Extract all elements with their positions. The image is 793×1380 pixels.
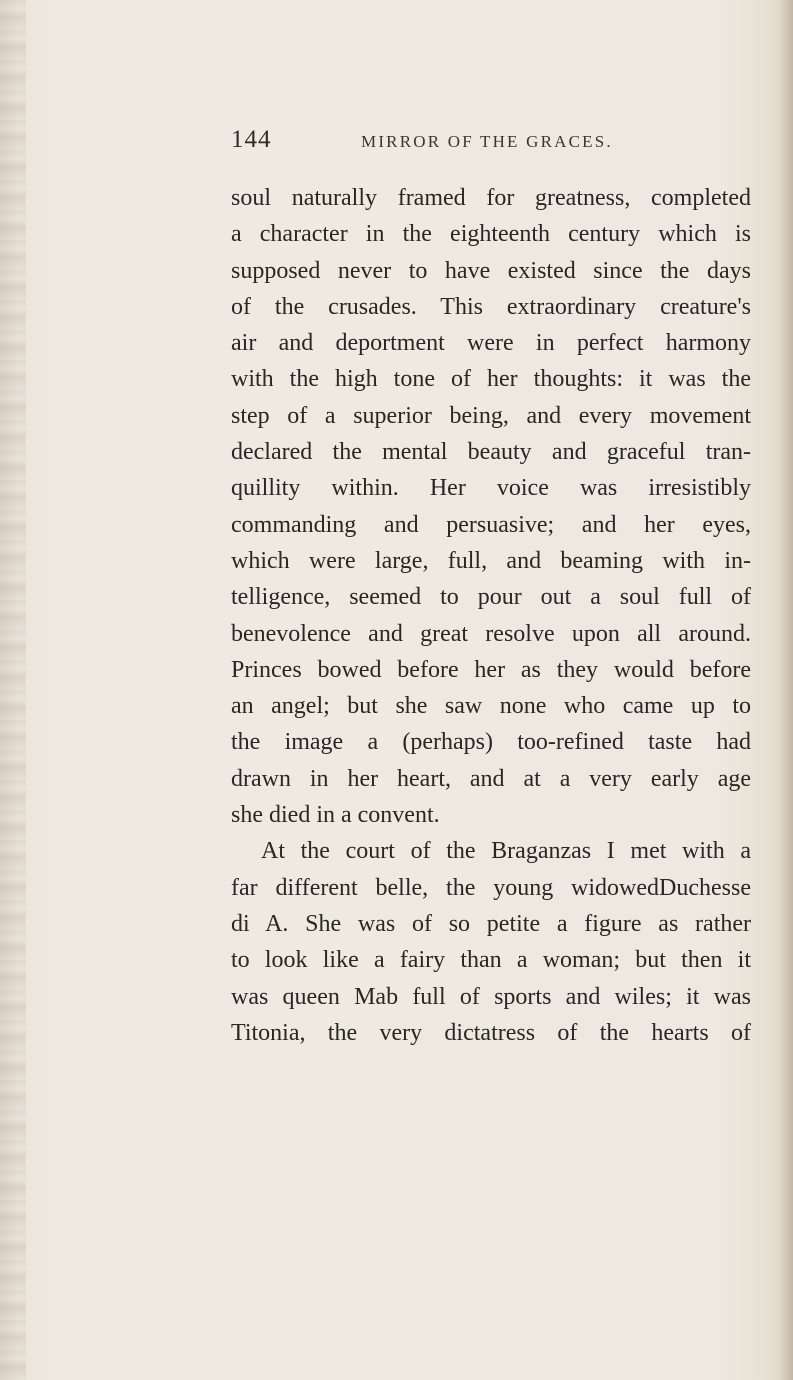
text-line: soul naturally framed for greatness, completed: [231, 185, 751, 211]
text-line: far different belle, the young widowedDuchesse: [231, 874, 751, 901]
text-line: supposed never to have existed since the days: [231, 257, 751, 284]
text-line: Princes bowed before her as they would before: [231, 656, 751, 683]
text-line: to look like a fairy than a woman; but then it: [231, 947, 751, 974]
text-line: declared the mental beauty and graceful tran-: [231, 439, 751, 466]
text-line: quillity within. Her voice was irresistibly: [231, 475, 751, 502]
paragraph-start-line: At the court of the Braganzas I met with a: [261, 838, 751, 865]
text-line: an angel; but she saw none who came up to: [231, 693, 751, 720]
text-line: of the crusades. This extraordinary creature's: [231, 293, 751, 320]
text-line: telligence, seemed to pour out a soul full of: [231, 584, 751, 611]
text-line: the image a (perhaps) too-refined taste had: [231, 729, 751, 756]
text-line: was queen Mab full of sports and wiles; it was: [231, 983, 751, 1010]
running-head: [231, 126, 751, 160]
text-line: a character in the eighteenth century which is: [231, 221, 751, 248]
text-line: di A. She was of so petite a figure as rather: [231, 910, 751, 937]
text-line: air and deportment were in perfect harmony: [231, 330, 751, 357]
text-line: Titonia, the very dictatress of the hearts of: [231, 1019, 751, 1046]
paragraph-end-line: she died in a convent.: [231, 802, 440, 829]
text-line: benevolence and great resolve upon all around.: [231, 620, 751, 647]
page-edge-shadow: [779, 0, 793, 1380]
text-line: commanding and persuasive; and her eyes,: [231, 511, 751, 538]
text-line: step of a superior being, and every movement: [231, 402, 751, 429]
text-line: drawn in her heart, and at a very early age: [231, 765, 751, 792]
running-head-title: MIRROR OF THE GRACES.: [361, 132, 613, 151]
binding-gutter: [0, 0, 26, 1380]
text-line: which were large, full, and beaming with in-: [231, 547, 751, 574]
text-line: with the high tone of her thoughts: it was the: [231, 366, 751, 393]
page-number: 144: [231, 126, 272, 153]
body-text: [231, 180, 751, 1051]
